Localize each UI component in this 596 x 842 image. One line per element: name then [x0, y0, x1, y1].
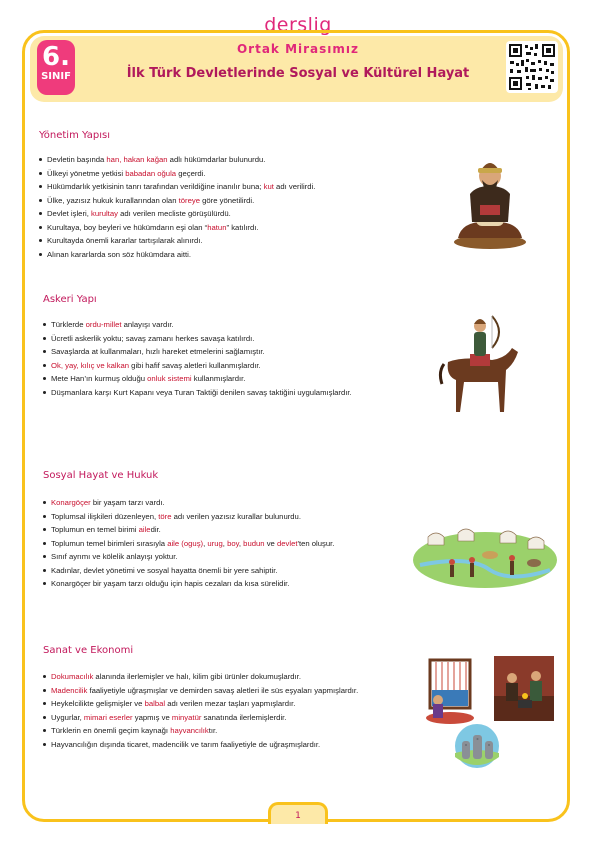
bullet-text: adı verilen mezar taşları yapmışlardır.: [165, 699, 296, 708]
bullet-item: [39, 194, 419, 208]
highlighted-term: hatun: [207, 222, 227, 232]
bullet-item: [39, 221, 419, 235]
bullet-text: adlı hükümdarlar bulunurdu.: [167, 155, 266, 164]
bullet-item: [39, 153, 419, 167]
highlighted-term: balbal: [144, 699, 166, 708]
bullet-text: adı verilen yazısız kurallar bulunurdu.: [171, 511, 301, 521]
bullet-item: [39, 234, 419, 248]
bullet-item: [43, 372, 418, 386]
bullet-text: ,: [238, 538, 244, 548]
bullet-text: Hayvancılığın dışında ticaret, madencilik ve tarım faaliyetiyle de uğraşmışlardır.: [51, 739, 321, 749]
highlighted-term: töreye: [178, 195, 200, 205]
bullet-text: göre yönetilirdi.: [199, 195, 255, 205]
highlighted-term: aile: [138, 525, 151, 534]
bullet-text: Kurultayda önemli kararlar tartışılarak alınırdı.: [47, 236, 203, 245]
nomadic-camp-illustration: [410, 515, 560, 590]
bullet-item: [43, 359, 418, 373]
weaving-illustration: [424, 656, 479, 726]
bullet-item: [43, 577, 408, 591]
bullet-text: Ülkeyi yönetme yetkisi: [47, 168, 126, 178]
bullet-item: [39, 180, 419, 194]
ruler-illustration: [450, 150, 530, 250]
bullet-item: [39, 167, 419, 181]
bullet-item: [43, 738, 423, 752]
bullet-text: Türklerde: [51, 320, 86, 329]
highlighted-term: babadan oğula: [125, 168, 177, 178]
bullet-text: ” katılırdı.: [226, 222, 259, 232]
bullet-item: [43, 684, 423, 698]
bullet-text: adı verilirdi.: [273, 182, 316, 191]
bullet-item: [43, 523, 408, 537]
grade-number: 6.: [42, 42, 70, 72]
bullet-item: [43, 697, 423, 711]
brand-logo: derslig: [264, 14, 332, 36]
section-title-askeri: Askeri Yapı: [43, 294, 97, 305]
bullet-item: [39, 248, 419, 262]
bullet-item: [43, 345, 418, 359]
section-title-sanat: Sanat ve Ekonomi: [43, 645, 134, 656]
bullet-text: gibi hafif savaş aletleri kullanmışlardır.: [129, 360, 261, 370]
bullet-text: Kurultaya, boy beyleri ve hükümdarın eşi olan “: [47, 222, 208, 232]
bullet-text: Hükümdarlık yetkisinin tanrı tarafından verildiğine inanılır buna;: [47, 182, 264, 191]
highlighted-term: Madencilik: [51, 685, 88, 695]
highlighted-term: boy: [227, 538, 239, 548]
bullet-item: [43, 496, 408, 510]
bullet-text: ,: [222, 538, 228, 548]
bullet-item: [43, 550, 408, 564]
highlighted-term: Ok, yay, kılıç ve kalkan: [51, 360, 130, 370]
bullet-text: Toplumun temel birimleri sırasıyla: [51, 538, 168, 548]
bullet-text: sanatında ilerlemişlerdir.: [201, 712, 287, 722]
bullet-text: bir yaşam tarzı vardı.: [90, 498, 165, 507]
highlighted-term: Dokumacılık: [51, 672, 94, 681]
bullet-text: Alınan kararlarda son söz hükümdara aitti.: [47, 249, 192, 259]
bullet-list-sosyal: [43, 496, 408, 591]
highlighted-term: hayvancılık: [170, 726, 209, 735]
bullet-text: ve: [264, 538, 277, 548]
horseman-illustration: [434, 312, 524, 422]
highlighted-term: mimari eserler: [83, 712, 133, 722]
bullet-item: [43, 510, 408, 524]
highlighted-term: minyatür: [171, 712, 202, 722]
bullet-text: alanında ilerlemişler ve halı, kilim gibi ürünler dokumuşlardır.: [93, 672, 301, 681]
bullet-item: [43, 386, 418, 400]
bullet-text: dir.: [150, 525, 161, 534]
bullet-text: Mete Han’ın kurmuş olduğu: [51, 374, 148, 383]
bullet-list-askeri: [43, 318, 418, 399]
bullet-text: 'ten oluşur.: [297, 538, 335, 548]
bullet-text: ,: [203, 538, 208, 548]
bullet-text: Uygurlar,: [51, 712, 84, 722]
section-title-sosyal: Sosyal Hayat ve Hukuk: [43, 470, 159, 481]
bullet-item: [43, 670, 423, 684]
bullet-text: Ülke, yazısız hukuk kurallarından olan: [47, 195, 179, 205]
bullet-text: Türklerin en önemli geçim kaynağı: [51, 726, 171, 735]
bullet-text: adı verilen mecliste görüşülürdü.: [117, 209, 231, 218]
bullet-item: [43, 332, 418, 346]
highlighted-term: kut: [263, 182, 274, 191]
bullet-item: [43, 711, 423, 725]
highlighted-term: han, hakan kağan: [106, 155, 168, 164]
bullet-item: [43, 564, 408, 578]
highlighted-term: töre: [158, 511, 172, 521]
highlighted-term: aile (oguş): [167, 538, 204, 548]
balbal-statues-illustration: [454, 723, 500, 769]
bullet-text: tır.: [208, 726, 218, 735]
highlighted-term: onluk sistemi: [147, 374, 192, 383]
bullet-text: Heykelcilikte gelişmişler ve: [51, 699, 145, 708]
highlighted-term: ordu-millet: [85, 320, 122, 329]
bullet-text: Sınıf ayrımı ve kölelik anlayışı yoktur.: [51, 552, 178, 561]
highlighted-term: budun: [243, 538, 265, 548]
highlighted-term: urug: [207, 538, 223, 548]
highlighted-term: Konargöçer: [51, 498, 91, 507]
page-number: 1: [295, 811, 301, 821]
bullet-item: [43, 537, 408, 551]
bullet-text: geçerdi.: [176, 168, 206, 178]
highlighted-term: devlet: [276, 538, 298, 548]
bullet-item: [43, 724, 423, 738]
bullet-text: anlayışı vardır.: [121, 320, 174, 329]
page-title: İlk Türk Devletlerinde Sosyal ve Kültürel Hayat: [126, 66, 470, 81]
bullet-text: kullanmışlardır.: [191, 374, 246, 383]
bullet-text: Savaşlarda at kullanmaları, hızlı hareket etmelerini sağlamıştır.: [51, 347, 265, 356]
bullet-text: Toplumun en temel birimi: [51, 525, 139, 534]
bullet-text: Kadınlar, devlet yönetimi ve sosyal hayatta önemli bir yere sahiptir.: [51, 565, 278, 575]
bullet-text: Konargöçer bir yaşam tarzı olduğu için hapis cezaları da kısa sürelidir.: [51, 579, 290, 588]
bullet-text: Düşmanlara karşı Kurt Kapanı veya Turan Taktiği denilen savaş taktiğini uygulamışlardır.: [51, 387, 352, 397]
bullet-text: Devletin başında: [47, 155, 107, 164]
blacksmith-illustration: [494, 656, 554, 721]
grade-label: SINIF: [41, 71, 71, 82]
bullet-item: [39, 207, 419, 221]
bullet-item: [43, 318, 418, 332]
bullet-list-yonetim: [39, 153, 419, 261]
qr-code-icon[interactable]: [506, 41, 558, 93]
section-title-yonetim: Yönetim Yapısı: [39, 130, 110, 141]
bullet-list-sanat: [43, 670, 423, 751]
bullet-text: faaliyetiyle uğraşmışlar ve demirden savaş aletleri ile süs eşyaları yapmışlardır.: [87, 685, 359, 695]
highlighted-term: kurultay: [91, 209, 118, 218]
unit-subtitle: Ortak Mirasımız: [236, 42, 360, 56]
bullet-text: Devlet işleri,: [47, 209, 92, 218]
bullet-text: yapmış ve: [132, 712, 172, 722]
bullet-text: Ücretli askerlik yoktu; savaş zamanı herkes savaşa katılırdı.: [51, 333, 255, 343]
bullet-text: Toplumsal ilişkileri düzenleyen,: [51, 511, 159, 521]
